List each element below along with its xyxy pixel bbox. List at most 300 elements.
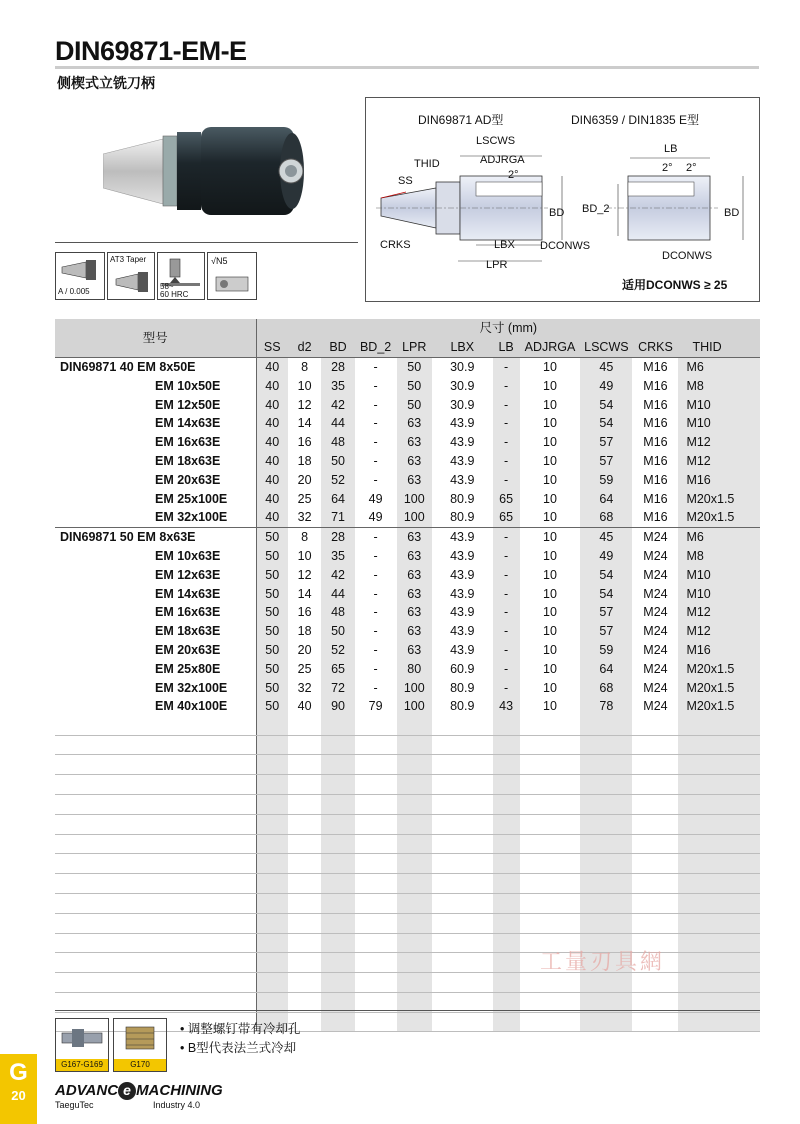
value-cell: [432, 893, 493, 913]
surface-finish-icon: √N5: [207, 252, 257, 300]
value-cell: 10: [543, 453, 557, 468]
value-cell: 59: [580, 641, 632, 660]
value-cell: [321, 775, 354, 795]
product-image: [103, 124, 308, 219]
value-cell: [256, 854, 288, 874]
value-cell: 100: [397, 697, 433, 716]
value-cell: 100: [397, 508, 433, 527]
value-cell: [632, 775, 678, 795]
model-cell: [55, 357, 256, 376]
value-cell: [493, 893, 520, 913]
value-cell: M24: [643, 586, 668, 601]
value-cell: M6: [678, 527, 760, 546]
value-cell: 57: [580, 603, 632, 622]
value-cell: [288, 913, 321, 933]
value-cell: [520, 854, 581, 874]
value-cell: 50: [256, 622, 288, 641]
table-row: [55, 697, 760, 716]
model-cell: [55, 953, 256, 973]
value-cell: [397, 854, 433, 874]
datum-label: A: [58, 287, 63, 296]
value-cell: -: [493, 584, 520, 603]
value-cell: 50: [256, 678, 288, 697]
value-cell: 10: [543, 416, 557, 431]
value-cell: 52: [321, 470, 354, 489]
value-cell: [678, 973, 760, 993]
value-cell: 30.9: [450, 378, 475, 393]
value-cell: [678, 953, 760, 973]
value-cell: 10: [543, 435, 557, 450]
model-code: EM 14x63E: [155, 586, 221, 601]
value-cell: [678, 755, 760, 775]
value-cell: 40: [256, 508, 288, 527]
model-cell: [55, 376, 256, 395]
table-row: [55, 641, 760, 660]
value-cell: M16: [643, 378, 668, 393]
value-cell: [355, 716, 397, 735]
value-cell: [520, 735, 581, 755]
value-cell: 50: [256, 697, 288, 716]
value-cell: M10: [678, 414, 760, 433]
value-cell: [520, 755, 581, 775]
value-cell: [321, 893, 354, 913]
value-cell: 78: [580, 697, 632, 716]
value-cell: 42: [321, 395, 354, 414]
value-cell: 52: [321, 641, 354, 660]
model-cell: [55, 834, 256, 854]
value-cell: 63: [397, 603, 433, 622]
value-cell: [397, 794, 433, 814]
model-cell: [55, 854, 256, 874]
value-cell: -: [355, 527, 397, 546]
value-cell: -: [373, 548, 378, 563]
value-cell: 25: [297, 491, 312, 506]
value-cell: [355, 775, 397, 795]
value-cell: 63: [397, 470, 433, 489]
value-cell: 80: [397, 659, 433, 678]
model-code: EM 18x63E: [155, 453, 221, 468]
value-cell: 72: [321, 678, 354, 697]
column-header: LB: [493, 338, 520, 357]
value-cell: M16: [678, 641, 760, 660]
value-cell: 50: [256, 659, 288, 678]
value-cell: 43.9: [450, 472, 475, 487]
model-cell: [55, 794, 256, 814]
value-cell: [632, 854, 678, 874]
model-code: EM 8x63E: [137, 530, 196, 545]
value-cell: -: [373, 453, 378, 468]
value-cell: 43.9: [450, 605, 475, 620]
value-cell: 60.9: [450, 661, 475, 676]
value-cell: [288, 755, 321, 775]
value-cell: [397, 735, 433, 755]
empty-row: [55, 814, 760, 834]
value-cell: -: [493, 433, 520, 452]
value-cell: [678, 716, 760, 735]
value-cell: M24: [643, 548, 668, 563]
value-cell: M10: [678, 565, 760, 584]
empty-row: [55, 893, 760, 913]
hardness-icon: [157, 252, 205, 300]
value-cell: [397, 834, 433, 854]
value-cell: [432, 953, 493, 973]
label-lbx: LBX: [494, 239, 515, 251]
value-cell: M10: [678, 584, 760, 603]
value-cell: -: [493, 622, 520, 641]
value-cell: 63: [397, 584, 433, 603]
table-row: [55, 527, 760, 546]
value-cell: M16: [643, 435, 668, 450]
footnotes: [180, 1020, 300, 1058]
table-row: [55, 357, 760, 376]
value-cell: [632, 834, 678, 854]
value-cell: 10: [543, 472, 557, 487]
empty-row: [55, 913, 760, 933]
value-cell: 68: [580, 678, 632, 697]
table-row: [55, 547, 760, 566]
column-header: LBX: [432, 338, 493, 357]
value-cell: [493, 953, 520, 973]
model-cell: [55, 716, 256, 735]
value-cell: 63: [397, 452, 433, 471]
model-code: EM 10x63E: [155, 548, 221, 563]
at3-taper-label: AT3 Taper: [110, 255, 147, 264]
value-cell: M16: [643, 416, 668, 431]
value-cell: 49: [580, 547, 632, 566]
value-cell: 63: [397, 641, 433, 660]
logo-tagline: Industry 4.0: [153, 1100, 201, 1110]
value-cell: -: [373, 624, 378, 639]
value-cell: 10: [543, 624, 557, 639]
value-cell: [678, 1012, 760, 1032]
model-code: EM 12x63E: [155, 567, 221, 582]
value-cell: -: [373, 416, 378, 431]
value-cell: [256, 874, 288, 894]
value-cell: [288, 716, 321, 735]
value-cell: [432, 913, 493, 933]
value-cell: M24: [643, 567, 668, 582]
value-cell: [321, 854, 354, 874]
empty-row: [55, 834, 760, 854]
value-cell: [321, 913, 354, 933]
value-cell: M20x1.5: [678, 508, 760, 527]
model-cell: [55, 414, 256, 433]
value-cell: [397, 755, 433, 775]
value-cell: 43.9: [450, 435, 475, 450]
value-cell: [632, 755, 678, 775]
value-cell: M6: [678, 357, 760, 376]
table-row: [55, 584, 760, 603]
value-cell: M16: [643, 510, 668, 525]
model-cell: [55, 641, 256, 660]
label-angle-left: 2°: [508, 169, 519, 181]
value-cell: 100: [397, 678, 433, 697]
value-cell: 30.9: [450, 397, 475, 412]
logo-company: TaeguTec: [55, 1100, 94, 1110]
dimension-diagram: [365, 97, 760, 302]
value-cell: [520, 794, 581, 814]
table-row: [55, 376, 760, 395]
table-row: [55, 508, 760, 527]
value-cell: [632, 913, 678, 933]
value-cell: 40: [256, 452, 288, 471]
value-cell: -: [373, 435, 378, 450]
spec-table-body: [55, 357, 760, 1032]
dconws-note: 适用DCONWS ≥ 25: [622, 278, 728, 292]
column-header: LSCWS: [580, 338, 632, 357]
model-cell: [55, 893, 256, 913]
value-cell: 10: [543, 699, 557, 714]
value-cell: -: [493, 376, 520, 395]
label-dconws-left: DCONWS: [540, 240, 591, 252]
value-cell: 64: [321, 489, 354, 508]
value-cell: [678, 893, 760, 913]
value-cell: [397, 874, 433, 894]
at3-taper-icon: [107, 252, 155, 300]
model-code: EM 8x50E: [137, 359, 196, 374]
label-thid: THID: [414, 158, 440, 170]
value-cell: [355, 1012, 397, 1032]
label-lscws: LSCWS: [476, 135, 516, 147]
label-angle-right-1: 2°: [662, 162, 673, 174]
value-cell: [632, 794, 678, 814]
value-cell: 90: [321, 697, 354, 716]
surface-finish-label: N5: [215, 256, 228, 266]
model-code: EM 32x100E: [155, 680, 228, 695]
model-cell: [55, 622, 256, 641]
value-cell: 50: [397, 376, 433, 395]
value-cell: [432, 755, 493, 775]
empty-row: [55, 854, 760, 874]
value-cell: -: [355, 357, 397, 376]
brand-logo: [55, 1082, 223, 1110]
value-cell: 40: [297, 699, 312, 714]
value-cell: [432, 874, 493, 894]
column-header: CRKS: [632, 338, 678, 357]
model-cell: [55, 584, 256, 603]
value-cell: 49: [368, 510, 383, 525]
empty-row: [55, 735, 760, 755]
value-cell: [493, 933, 520, 953]
logo-text-1: ADVANC: [55, 1082, 119, 1099]
spec-table: [55, 319, 760, 1032]
value-cell: [397, 814, 433, 834]
value-cell: 40: [256, 489, 288, 508]
value-cell: [288, 973, 321, 993]
value-cell: [321, 973, 354, 993]
value-cell: [321, 834, 354, 854]
value-cell: [632, 735, 678, 755]
value-cell: 63: [397, 622, 433, 641]
model-cell: [55, 735, 256, 755]
column-header: BD: [321, 338, 354, 357]
value-cell: 43.9: [450, 567, 475, 582]
model-cell: [55, 603, 256, 622]
value-cell: 10: [543, 491, 557, 506]
value-cell: -: [493, 357, 520, 376]
model-cell: [55, 659, 256, 678]
value-cell: [493, 874, 520, 894]
value-cell: 12: [297, 567, 312, 582]
value-cell: [355, 794, 397, 814]
table-row: [55, 678, 760, 697]
value-cell: [580, 716, 632, 735]
value-cell: [397, 1012, 433, 1032]
table-bottom-rule: [55, 1010, 760, 1011]
value-cell: [432, 1012, 493, 1032]
value-cell: 10: [520, 357, 581, 376]
value-cell: [355, 913, 397, 933]
value-cell: [256, 775, 288, 795]
value-cell: 68: [580, 508, 632, 527]
value-cell: [678, 854, 760, 874]
value-cell: -: [373, 661, 378, 676]
value-cell: 8: [288, 527, 321, 546]
value-cell: 40: [256, 470, 288, 489]
value-cell: 10: [543, 605, 557, 620]
value-cell: 64: [580, 659, 632, 678]
table-row: [55, 622, 760, 641]
empty-row: [55, 794, 760, 814]
model-cell: [55, 874, 256, 894]
value-cell: -: [373, 680, 378, 695]
value-cell: 32: [297, 680, 312, 695]
value-cell: 10: [543, 397, 557, 412]
value-cell: 50: [256, 565, 288, 584]
value-cell: [256, 814, 288, 834]
value-cell: 40: [256, 395, 288, 414]
value-cell: -: [493, 470, 520, 489]
model-prefix: DIN69871 40: [60, 359, 134, 374]
tolerance-label: 0.005: [69, 287, 90, 296]
value-cell: 50: [256, 584, 288, 603]
value-cell: 43.9: [450, 642, 475, 657]
value-cell: [493, 716, 520, 735]
value-cell: M20x1.5: [678, 659, 760, 678]
value-cell: [355, 735, 397, 755]
table-row: [55, 433, 760, 452]
value-cell: [580, 794, 632, 814]
value-cell: [493, 775, 520, 795]
table-row: [55, 659, 760, 678]
value-cell: [397, 933, 433, 953]
value-cell: 16: [297, 605, 312, 620]
value-cell: -: [493, 547, 520, 566]
column-header: ADJRGA: [520, 338, 581, 357]
model-code: EM 20x63E: [155, 642, 221, 657]
value-cell: [432, 775, 493, 795]
value-cell: [580, 893, 632, 913]
table-row: [55, 395, 760, 414]
value-cell: [493, 913, 520, 933]
value-cell: -: [493, 565, 520, 584]
value-cell: [580, 755, 632, 775]
diagram-title-right: DIN6359 / DIN1835 E型: [571, 113, 700, 127]
value-cell: 44: [321, 584, 354, 603]
model-cell: [55, 433, 256, 452]
value-cell: -: [373, 472, 378, 487]
column-header: LPR: [397, 338, 433, 357]
logo-text-2: MACHINING: [136, 1082, 223, 1099]
value-cell: -: [493, 603, 520, 622]
title-divider: [55, 66, 759, 69]
model-code: EM 16x63E: [155, 435, 221, 450]
value-cell: [632, 893, 678, 913]
model-code: EM 16x63E: [155, 605, 221, 620]
model-cell: [55, 755, 256, 775]
pull-stud-ref[interactable]: [55, 1018, 109, 1072]
value-cell: [256, 913, 288, 933]
value-cell: 65: [493, 508, 520, 527]
value-cell: 43.9: [450, 416, 475, 431]
model-code: EM 40x100E: [155, 699, 228, 714]
value-cell: [678, 913, 760, 933]
value-cell: [288, 953, 321, 973]
value-cell: [321, 814, 354, 834]
value-cell: 20: [297, 642, 312, 657]
value-cell: M24: [643, 699, 668, 714]
value-cell: 50: [256, 641, 288, 660]
label-lb: LB: [664, 143, 678, 155]
value-cell: M16: [643, 491, 668, 506]
value-cell: 10: [543, 661, 557, 676]
table-row: [55, 452, 760, 471]
model-code: EM 12x50E: [155, 397, 221, 412]
value-cell: [288, 775, 321, 795]
value-cell: -: [493, 452, 520, 471]
value-cell: [432, 735, 493, 755]
value-cell: M24: [643, 605, 668, 620]
page-title: DIN69871-EM-E: [55, 36, 247, 66]
value-cell: 100: [397, 489, 433, 508]
value-cell: 63: [397, 433, 433, 452]
value-cell: 50: [256, 527, 288, 546]
value-cell: 43.9: [450, 586, 475, 601]
model-cell: [55, 814, 256, 834]
value-cell: [580, 874, 632, 894]
value-cell: [355, 933, 397, 953]
model-code: EM 25x80E: [155, 661, 221, 676]
value-cell: -: [373, 605, 378, 620]
value-cell: 25: [297, 661, 312, 676]
value-cell: 28: [321, 527, 354, 546]
value-cell: [321, 933, 354, 953]
model-cell: [55, 395, 256, 414]
value-cell: [321, 755, 354, 775]
value-cell: 50: [397, 395, 433, 414]
value-cell: [355, 973, 397, 993]
value-cell: [432, 854, 493, 874]
value-cell: -: [493, 641, 520, 660]
value-cell: [256, 973, 288, 993]
section-letter: G: [9, 1059, 28, 1086]
value-cell: [288, 893, 321, 913]
empty-row: [55, 874, 760, 894]
model-code: EM 14x63E: [155, 416, 221, 431]
value-cell: 40: [256, 433, 288, 452]
value-cell: [256, 716, 288, 735]
model-cell: [55, 547, 256, 566]
screw-ref[interactable]: [113, 1018, 167, 1072]
value-cell: [256, 893, 288, 913]
value-cell: [493, 814, 520, 834]
value-cell: 35: [321, 547, 354, 566]
value-cell: 10: [543, 548, 557, 563]
value-cell: 43.9: [432, 527, 493, 546]
value-cell: [355, 834, 397, 854]
section-tab: [0, 1054, 37, 1124]
value-cell: 12: [297, 397, 312, 412]
